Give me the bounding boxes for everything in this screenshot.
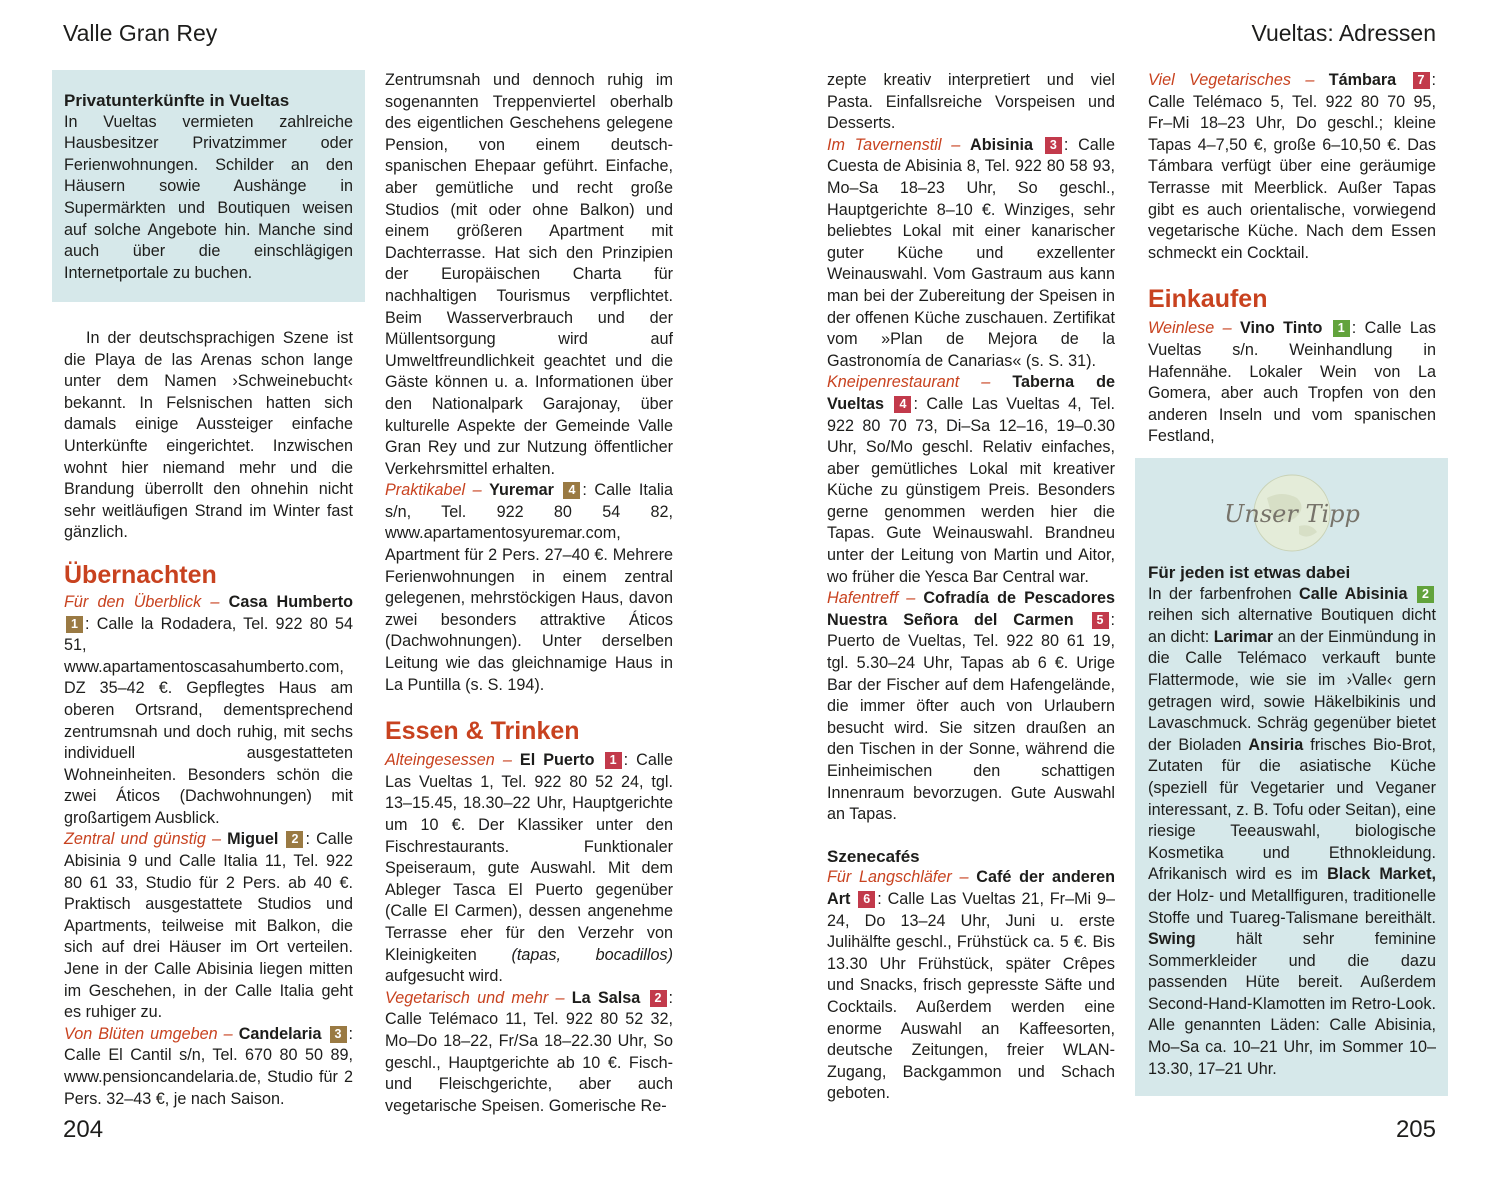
tipp-title: Für jeden ist etwas dabei — [1148, 563, 1351, 582]
map-badge: 3 — [330, 1026, 347, 1043]
section-heading-einkaufen: Einkaufen — [1148, 285, 1268, 314]
entry-la-salsa — [385, 988, 673, 1118]
column-4 — [1148, 70, 1436, 448]
map-badge: 4 — [563, 482, 580, 499]
map-badge: 2 — [286, 831, 303, 848]
column-1 — [64, 328, 353, 1110]
entry-name: Café der anderen Art — [827, 868, 1115, 908]
candelaria-continuation: Zentrumsnah und dennoch ruhig im sogenannten Treppenviertel oberhalb des eigentlichen Geschehens gelegene Pension, von einem deutsch-spanischen Ehepaar geführt. Einfache, aber gemütliche und recht große Studios (mit oder ohne Balkon) und einem größeren Apartment mit Dachterrasse. Hat sich den Prinzipien der Europäischen Charta für nachhaltigen Tourismus verpflichtet. Beim Wasserverbrauch und der Müllentsorgung wird auf Umweltfreundlichkeit geachtet und die Gäste können u. a. Informationen über den Nationalpark Garajonay, über kulturelle Aspekte der Gemeinde Valle Gran Rey und zur Nutzung öffentlicher Verkehrsmittel erhalten. — [385, 71, 673, 478]
map-badge: 1 — [66, 616, 83, 633]
la-salsa-continuation: zepte kreativ interpretiert und viel Pasta. Einfallsreiche Vorspeisen und Desserts. — [827, 71, 1115, 133]
map-badge: 2 — [1417, 586, 1434, 603]
running-head-right: Vueltas: Adressen — [1251, 20, 1436, 46]
entry-category: Kneipenrestaurant – — [827, 373, 991, 392]
map-badge: 1 — [1333, 320, 1350, 337]
entry-category: Alteingesessen – — [385, 751, 512, 770]
tipp-text-part: frisches Bio-Brot, Zutaten für die asiatische Küche (speziell für Vegetarier und Veganer interessant, z. B. Tofu oder Seitan), eine riesige Teeauswahl, biologische Kosmetika und Ethnokleidung. Afrikanisch wird es im — [1148, 735, 1436, 884]
running-head-left: Valle Gran Rey — [63, 20, 218, 46]
map-badge: 6 — [858, 891, 875, 908]
tipp-text — [1148, 584, 1436, 1081]
entry-text-end: aufgesucht wird. — [385, 967, 503, 986]
unser-tipp-logo: Unser Tipp — [1223, 500, 1360, 528]
map-badge: 3 — [1045, 137, 1062, 154]
column-3 — [827, 70, 1115, 1105]
map-badge: 2 — [650, 990, 667, 1007]
entry-cofradia — [827, 588, 1115, 826]
map-badge: 5 — [1092, 612, 1109, 629]
entry-candelaria — [64, 1024, 353, 1110]
entry-text: : Calle Las Vueltas 4, Tel. 922 80 70 73, Di–Sa 12–16, 19–0.30 Uhr, So/Mo geschl. Relativ einfaches, aber gemütliches Lokal mit kreativer Küche zu günstigem Preis. Besonders gerne genommen werden hier die Tapas. Gute Weinauswahl. Brandneu unter der Leitung von Martin und Aitor, wo früher die Yesca Bar Central war. — [827, 394, 1116, 586]
entry-text: : Calle Abisinia 9 und Calle Italia 11, Tel. 922 80 61 33, Studio für 2 Pers. ab 40 €. Praktisch ausgestattete Studios und Apartments, teilweise mit Balkon, die sich auf drei Häuser im Ort verteilen. Jene in der Calle Abisinia liegen mitten im Geschehen, in der Calle Italia geht es ruhiger zu. — [64, 830, 353, 1022]
entry-el-puerto — [385, 750, 673, 988]
entry-text: : Calle Italia s/n, Tel. 922 80 54 82, www.apartamentosyuremar.com, Apartment für 2 Pers. 27–40 €. Mehrere Ferienwohnungen in einem zentral gelegenen, mehrstöckigen Haus, davon zwei besonders attraktive Áticos (Dachwohnungen). Unter derselben Leitung wie das gleichnamige Haus in La Puntilla (s. S. 194). — [385, 481, 674, 694]
entry-name: Cofradía de Pescadores Nuestra Señora del Carmen — [827, 589, 1115, 629]
entry-category: Vegetarisch und mehr – — [385, 988, 565, 1007]
tipp-text-part: reihen sich alternative Boutiquen dicht an dicht: — [1148, 606, 1436, 646]
map-badge: 1 — [605, 752, 622, 769]
entry-category: Hafentreff – — [827, 589, 916, 608]
entry-category: Zentral und günstig – — [64, 830, 221, 849]
entry-text: : Calle Las Vueltas s/n. Weinhandlung in Hafennähe. Lokaler Wein von La Gomera, aber auch Tropfen von den anderen Inseln und vom spanischen Festland, — [1148, 319, 1436, 446]
entry-text: : Calle Telémaco 5, Tel. 922 80 70 95, Fr–Mi 18–23 Uhr, Do geschl.; kleine Tapas 4–7,50 €, große 6–10,50 €. Das Támbara verfügt über eine geräumige Terrasse mit Meerblick. Außer Tapas gibt es auch orientalische, vorwiegend vegetarische Küche. Nach dem Essen schmeckt ein Cocktail. — [1148, 71, 1437, 262]
info-box — [52, 70, 365, 302]
entry-text: : Calle Cuesta de Abisinia 8, Tel. 922 80 58 93, Mo–Sa 18–23 Uhr, So geschl., Hauptgerichte 8–10 €. Winziges, sehr beliebtes Lokal mit einer kanarischer guter Küche und exzellenter Weinauswahl. Vom Gastraum aus kann man bei der Zubereitung der Speisen in der offenen Küche zuschauen. Zertifikat vom »Plan de Mejora de la Gastronomía de Canarias« (s. S. 31). — [827, 135, 1115, 370]
entry-category: Praktikabel – — [385, 481, 482, 500]
entry-text: : Calle Las Vueltas 21, Fr–Mi 9–24, Do 13–24 Uhr, Juni u. erste Julihälfte geschl., Frühstück ca. 5 €. Bis 13.30 Uhr Frühstück, später Crêpes und Snacks, frisch gepresste Säfte und Cocktails. Außerdem werden eine enorme Auswahl an Kaffeesorten, deutsche Zeitungen, freier WLAN-Zugang, Backgammon und Schach geboten. — [827, 889, 1116, 1103]
tipp-text-part: an der Einmündung in die Calle Telémaco verkauft bunte Flattermode, wie sie im ›Valle‹ gern getragen wird, sowie Häkelbikinis und Lavaschmuck. Schräg gegenüber bietet der Bioladen — [1148, 627, 1436, 754]
entry-name: El Puerto — [519, 751, 595, 770]
entry-vino-tinto — [1148, 318, 1436, 448]
entry-category: Im Tavernenstil – — [827, 135, 961, 154]
column-2 — [385, 70, 673, 1117]
entry-yuremar — [385, 480, 673, 696]
shop-name: Ansiria — [1248, 735, 1304, 754]
entry-name: Vino Tinto — [1240, 319, 1323, 338]
entry-abisinia — [827, 135, 1115, 373]
entry-cafe-der-anderen-art — [827, 867, 1115, 1105]
section-heading-essen: Essen & Trinken — [385, 717, 580, 746]
globe-icon — [1223, 468, 1360, 558]
entry-text: : Calle la Rodadera, Tel. 922 80 54 51, www.apartamentoscasahumberto.com, DZ 35–42 €. Gepflegtes Haus am oberen Ortsrand, dementsprechend zentrumsnah und doch ruhig, mit sechs individuell ausgestatteten Wohneinheiten. Besonders schön die zwei Áticos (Dachwohnungen) mit großartigem Ausblick. — [64, 614, 353, 827]
info-box-title: Privatunterkünfte in Vueltas — [64, 91, 290, 110]
map-badge: 7 — [1413, 72, 1430, 89]
entry-miguel — [64, 829, 353, 1023]
entry-category: Für den Überblick – — [64, 592, 220, 611]
section-heading-uebernachten: Übernachten — [64, 560, 217, 589]
entry-category: Viel Vegetarisches – — [1148, 71, 1315, 89]
tipp-box — [1135, 458, 1448, 1096]
page-number-left: 204 — [63, 1116, 104, 1143]
shop-name: Larimar — [1213, 627, 1274, 646]
entry-name: Támbara — [1328, 71, 1397, 89]
intro-paragraph: In der deutschsprachigen Szene ist die Playa de las Arenas schon lange unter dem Namen ›Schweinebucht‹ bekannt. In Felsnischen hatten sich damals einige Aussteiger einfache Unterkünfte eingerichtet. Inzwischen wohnt hier niemand mehr und die Brandung überrollt den ohnehin nicht sehr weitläufigen Strand im Winter fast gänzlich. — [64, 329, 353, 542]
subheading-szenecafes: Szenecafés — [827, 846, 920, 866]
page-number-right: 205 — [1395, 1116, 1436, 1143]
entry-text-italic: (tapas, bocadillos) — [511, 945, 673, 964]
tipp-text-part: der Holz- und Metallfiguren, traditionelle Stoffe und Tuareg-Talismane bereithält. — [1148, 886, 1436, 927]
tipp-text-part: hält sehr feminine Sommerkleider und die dazu passenden Hüte bereit. Außerdem Second-Hand-Klamotten im Retro-Look. Alle genannten Läden: Calle Abisinia, Mo–Sa ca. 10–21 Uhr, im Sommer 10–13.30, 17–21 Uhr. — [1148, 930, 1436, 1078]
tipp-text-part: In der farbenfrohen — [1148, 584, 1300, 603]
entry-name: Yuremar — [489, 481, 554, 500]
entry-category: Weinlese – — [1148, 319, 1232, 338]
entry-name: Candelaria — [238, 1024, 322, 1043]
shop-name: Black Market, — [1327, 865, 1437, 884]
entry-name: Miguel — [227, 830, 279, 849]
map-badge: 4 — [894, 396, 911, 413]
entry-text: : Calle El Cantil s/n, Tel. 670 80 50 89, www.pensioncandelaria.de, Studio für 2 Pers. 32–43 €, je nach Saison. — [64, 1024, 354, 1108]
info-box-text: In Vueltas vermieten zahlreiche Hausbesitzer Privatzimmer oder Ferienwohnungen. Schilder an den Häusern sowie Aushänge in Supermärkten und Boutiquen weisen auf solche Angebote hin. Manche sind auch über die einschlägigen Internetportale zu buchen. — [64, 112, 353, 282]
entry-name: La Salsa — [571, 988, 641, 1007]
entry-text: : Puerto de Vueltas, Tel. 922 80 61 19, tgl. 5.30–24 Uhr, Tapas ab 6 €. Urige Bar der Fischer auf dem Hafengelände, die immer öfter auch von Urlaubern besucht wird. Sie sitzen draußen an den Tischen in der Sonne, während die Einheimischen den schattigen Innenraum bevorzugen. Gute Auswahl an Tapas. — [827, 610, 1115, 824]
entry-name: Casa Humberto — [228, 592, 353, 611]
entry-text: : Calle Telémaco 11, Tel. 922 80 52 32, Mo–Do 18–22, Fr/Sa 18–22.30 Uhr, So geschl., Hauptgerichte ab 10 €. Fisch- und Fleischgerichte, aber auch vegetarische Speisen. Gomerische Re- — [385, 988, 674, 1115]
entry-tambara — [1148, 70, 1436, 264]
entry-category: Von Blüten umgeben – — [64, 1024, 233, 1043]
entry-category: Für Langschläfer – — [827, 868, 969, 887]
shop-name: Calle Abisinia — [1299, 584, 1408, 603]
entry-taberna — [827, 372, 1115, 588]
entry-text: : Calle Las Vueltas 1, Tel. 922 80 52 24, tgl. 13–15.45, 18.30–22 Uhr, Hauptgerichte um 10 €. Der Klassiker unter den Fischrestaurants. Funktionaler Speiseraum, gute Auswahl. Mit dem Ableger Tasca El Puerto gegenüber (Calle El Carmen), dessen angenehme Terrasse eher für den Verzehr von Kleinigkeiten — [385, 751, 674, 964]
shop-name: Swing — [1148, 930, 1196, 949]
entry-name: Abisinia — [970, 135, 1034, 154]
entry-casa-humberto — [64, 592, 353, 830]
entry-name: Taberna de Vueltas — [827, 373, 1115, 413]
